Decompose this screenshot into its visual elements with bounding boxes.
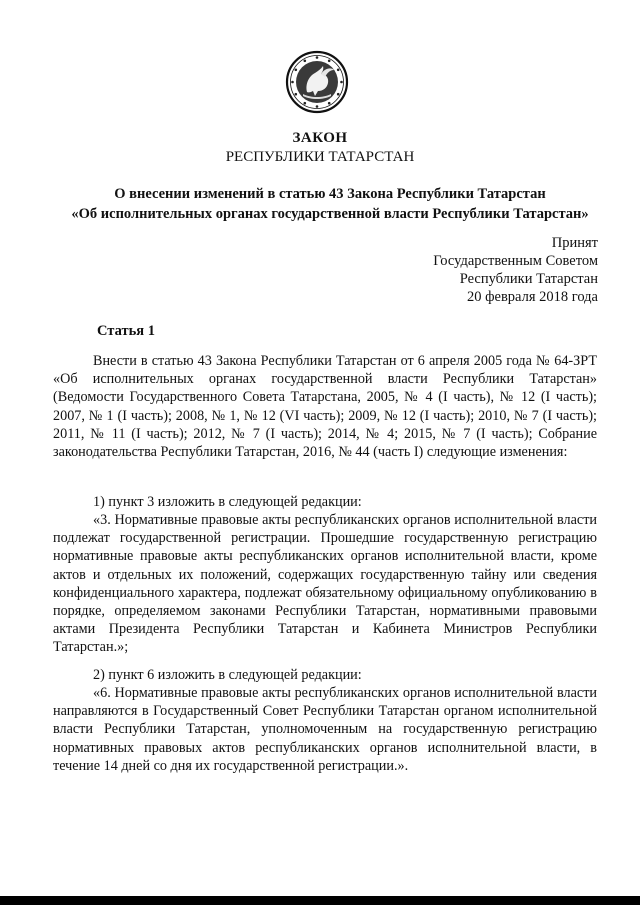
amendment-item-2 [53,666,597,684]
law-title: ЗАКОН [292,130,348,146]
article-paragraph [53,352,597,461]
amendment-quote-text: «3. Нормативные правовые акты республиканских органов исполнительной власти подлежат государственной регистрации. Прошедшие государственную регистрацию нормативные правовые акты республиканских органов исполнительной власти, кроме актов и отдельных их положений, содержащих государственную тайну или сведения конфиденциального характера, подлежат обязательному официальному опубликованию в порядке, определяемом законами Республики Татарстан, нормативными правовыми актами Президента Республики Татарстан и Кабинета Министров Республики Татарстан.»; [53,512,597,656]
law-heading-line: «Об исполнительных органах государственной власти Республики Татарстан» [71,206,589,222]
article-title: Статья 1 [97,323,155,339]
adoption-line: Принят [551,235,598,251]
law-heading-line: О внесении изменений в статью 43 Закона Республики Татарстан [114,186,546,202]
scan-bottom-border [0,896,640,905]
paragraph-text: Внести в статью 43 Закона Республики Татарстан от 6 апреля 2005 года № 64-ЗРТ «Об исполнительных органах государственной власти Республики Татарстан» (Ведомости Государственного Совета Татарстана, 2005, № 4 (I часть), № 12 (I часть); 2007, № 1 (I часть); 2008, № 1, № 12 (VI часть); 2009, № 12 (I часть); 2010, № 7 (I часть); 2011, № 11 (I часть); 2012, № 7 (I часть); 2014, № 4; 2015, № 7 (I часть); Собрание законодательства Республики Татарстан, 2016, № 44 (часть I) следующие изменения: [53,353,597,461]
adoption-line: Республики Татарстан [459,271,598,287]
amendment-item-text: 1) пункт 3 изложить в следующей редакции: [93,494,362,510]
amendment-quote-2 [53,684,597,775]
law-subtitle: РЕСПУБЛИКИ ТАТАРСТАН [225,149,415,165]
adoption-block [433,234,598,306]
amendment-item-1 [53,493,597,511]
adoption-date: 20 февраля 2018 года [466,289,598,305]
tatarstan-coat-of-arms-icon [285,50,349,114]
amendment-item-text: 2) пункт 6 изложить в следующей редакции: [93,667,362,683]
adoption-line: Государственным Советом [433,253,598,269]
amendment-quote-1 [53,511,597,657]
law-heading [60,184,600,224]
amendment-quote-text: «6. Нормативные правовые акты республиканских органов исполнительной власти направляются в Государственный Совет Республики Татарстан органом исполнительной власти Республики Татарстан, уполномоченным на государственную регистрацию нормативных правовых актов республиканских органов исполнительной власти, в течение 14 дней со дня их государственной регистрации.». [53,685,597,774]
